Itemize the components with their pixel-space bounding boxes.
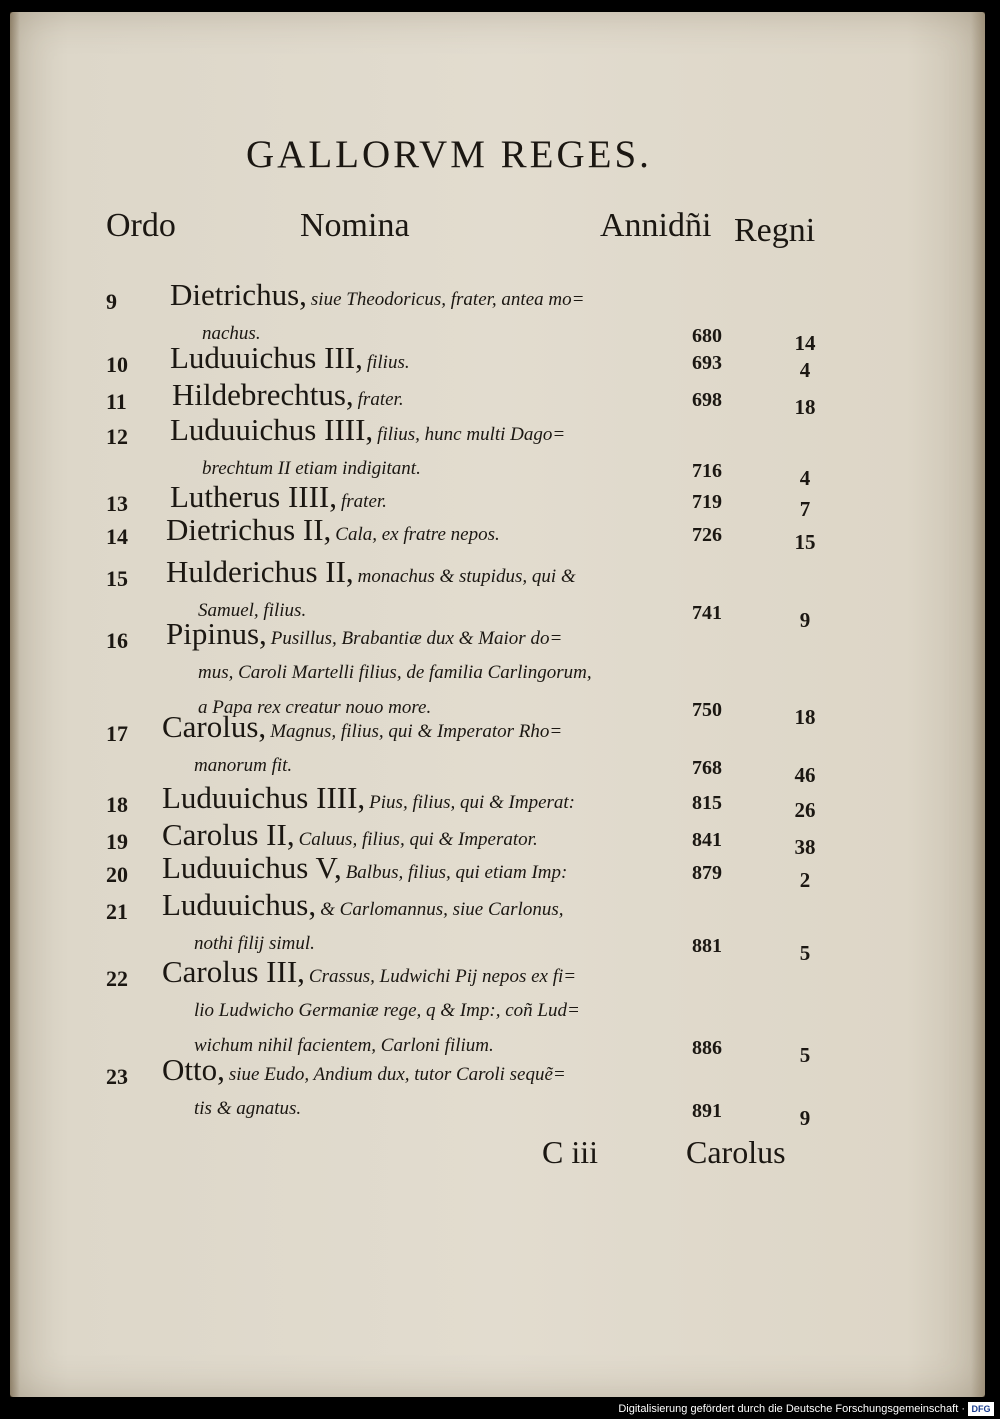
dfg-logo: DFG: [968, 1402, 994, 1416]
year-value: 881: [692, 935, 722, 957]
entry-number: 22: [106, 966, 128, 991]
king-name-line: [162, 1052, 566, 1088]
year-value: 741: [692, 602, 722, 624]
king-name-line: [162, 850, 567, 886]
entry-number: 13: [106, 491, 128, 516]
year-value: 726: [692, 524, 722, 546]
description-continuation: nothi filij simul.: [194, 933, 315, 954]
reign-years: 4: [799, 358, 811, 382]
king-name: Luduuichus,: [162, 887, 317, 922]
description-continuation: tis & agnatus.: [194, 1098, 302, 1119]
footer-credit: Digitalisierung gefördert durch die Deutsche Forschungsgemeinschaft ·: [618, 1403, 965, 1415]
year-value: 886: [692, 1037, 722, 1059]
year-value: 680: [692, 325, 722, 347]
king-name-line: [166, 616, 562, 652]
entry-number: 23: [106, 1064, 128, 1089]
king-description: frater.: [341, 491, 387, 512]
king-name-line: [162, 817, 538, 853]
king-description: filius.: [366, 352, 410, 373]
king-name: Dietrichus II,: [166, 512, 332, 547]
king-description: & Carlomannus, siue Carlonus,: [320, 899, 564, 920]
year-value: 768: [692, 757, 722, 779]
king-description: filius, hunc multi Dago=: [377, 424, 566, 445]
reign-years: 26: [794, 798, 816, 822]
header-ordo: Ordo: [106, 207, 176, 244]
king-name: Luduuichus III,: [170, 340, 363, 375]
year-value: 716: [692, 460, 722, 482]
entry-number: 19: [106, 829, 128, 854]
king-name-line: [166, 512, 500, 548]
reign-years: 46: [794, 763, 816, 787]
king-name-line: [170, 340, 410, 376]
page-right-shadow: [971, 12, 985, 1397]
king-description: Magnus, filius, qui & Imperator Rho=: [270, 721, 563, 742]
reign-years: 5: [799, 1043, 811, 1067]
king-description: Pusillus, Brabantiæ dux & Maior do=: [270, 628, 563, 649]
reign-years: 18: [794, 395, 816, 419]
reign-years: 2: [799, 868, 811, 892]
year-value: 841: [692, 829, 722, 851]
entry-number: 20: [106, 862, 128, 887]
king-name-line: [170, 277, 584, 313]
reign-years: 38: [794, 835, 816, 859]
king-description: frater.: [357, 389, 404, 410]
king-name: Lutherus IIII,: [170, 479, 337, 514]
king-description: Pius, filius, qui & Imperat:: [369, 792, 575, 813]
king-name: Hulderichus II,: [166, 554, 354, 589]
reign-years: 15: [794, 530, 816, 554]
king-description: siue Theodoricus, frater, antea mo=: [310, 289, 585, 310]
king-description: monachus & stupidus, qui &: [357, 566, 576, 587]
king-name: Luduuichus V,: [162, 850, 342, 885]
king-description: Crassus, Ludwichi Pij nepos ex fi=: [308, 966, 577, 987]
description-continuation: brechtum II etiam indigitant.: [202, 458, 421, 479]
year-value: 879: [692, 862, 722, 884]
king-name-line: [172, 377, 404, 413]
king-name: Pipinus,: [166, 616, 267, 651]
description-continuation: mus, Caroli Martelli filius, de familia Carlingorum,: [198, 662, 592, 683]
reign-years: 14: [794, 331, 816, 355]
reign-years: 7: [799, 497, 811, 521]
king-name-line: [162, 780, 575, 816]
year-value: 815: [692, 792, 722, 814]
reign-years: 18: [794, 705, 816, 729]
year-value: 750: [692, 699, 722, 721]
footer-bar: [0, 1397, 1000, 1419]
description-continuation: wichum nihil facientem, Carloni filium.: [194, 1035, 494, 1056]
description-continuation: lio Ludwicho Germaniæ rege, q & Imp:, coñ Lud=: [194, 1000, 580, 1021]
description-continuation: a Papa rex creatur nouo more.: [198, 697, 432, 718]
entry-number: 16: [106, 628, 128, 653]
king-name: Otto,: [162, 1052, 225, 1087]
description-continuation: Samuel, filius.: [198, 600, 307, 621]
king-name-line: [166, 554, 576, 590]
reign-years: 9: [799, 1106, 811, 1130]
king-description: Caluus, filius, qui & Imperator.: [298, 829, 538, 850]
reign-years: 9: [799, 608, 811, 632]
king-name-line: [170, 412, 565, 448]
year-value: 698: [692, 389, 722, 411]
year-value: 891: [692, 1100, 722, 1122]
entry-number: 10: [106, 352, 128, 377]
year-value: 719: [692, 491, 722, 513]
entry-number: 11: [106, 389, 127, 414]
king-name: Hildebrechtus,: [172, 377, 354, 412]
catchword: Carolus: [686, 1134, 786, 1170]
king-name: Dietrichus,: [170, 277, 307, 312]
entry-number: 17: [106, 721, 128, 746]
king-description: Balbus, filius, qui etiam Imp:: [345, 862, 568, 883]
king-name: Luduuichus IIII,: [170, 412, 374, 447]
entry-number: 9: [106, 289, 117, 314]
description-continuation: manorum fit.: [194, 755, 293, 776]
king-name-line: [162, 954, 576, 990]
header-regni: Regni: [734, 212, 816, 249]
header-nomina: Nomina: [300, 207, 410, 244]
book-page: [10, 12, 985, 1397]
entry-number: 21: [106, 899, 128, 924]
year-value: 693: [692, 352, 722, 374]
description-continuation: nachus.: [202, 323, 261, 344]
king-name-line: [170, 479, 387, 515]
king-name-line: [162, 887, 563, 923]
king-name-line: [162, 709, 562, 745]
king-name: Carolus II,: [162, 817, 295, 852]
page-title: GALLORVM REGES.: [246, 133, 652, 176]
king-name: Carolus,: [162, 709, 267, 744]
king-name: Carolus III,: [162, 954, 305, 989]
king-description: Cala, ex fratre nepos.: [335, 524, 500, 545]
signature-mark: C iii: [542, 1134, 599, 1170]
entry-number: 12: [106, 424, 128, 449]
reign-years: 5: [799, 941, 811, 965]
reign-years: 4: [799, 466, 811, 490]
header-anni: Annidñi: [600, 207, 712, 244]
king-description: siue Eudo, Andium dux, tutor Caroli sequẽ=: [228, 1064, 566, 1085]
entry-number: 15: [106, 566, 128, 591]
page-left-shadow: [10, 12, 20, 1397]
entry-number: 14: [106, 524, 128, 549]
king-name: Luduuichus IIII,: [162, 780, 366, 815]
entry-number: 18: [106, 792, 128, 817]
